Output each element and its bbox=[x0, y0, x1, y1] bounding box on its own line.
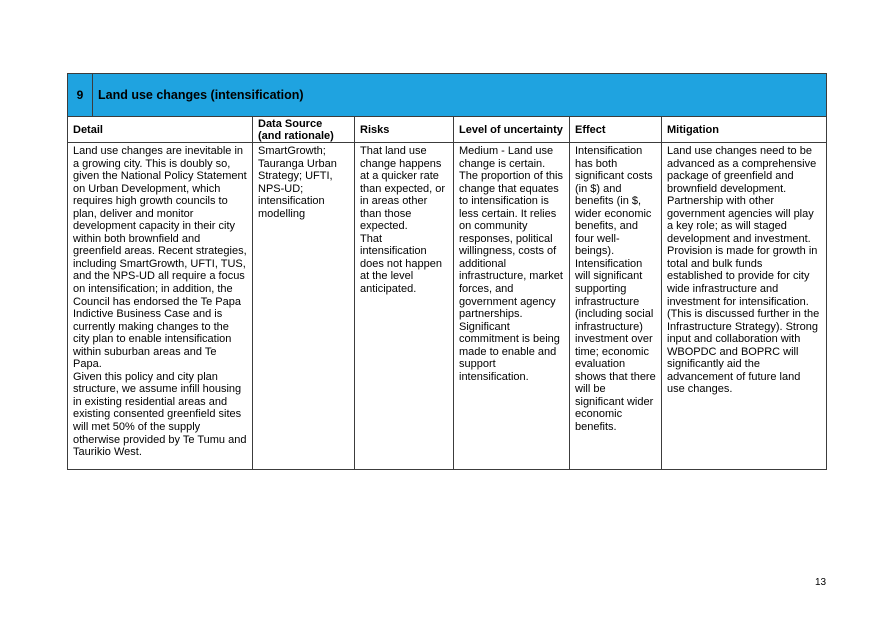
column-header-uncertainty: Level of uncertainty bbox=[454, 117, 570, 143]
column-header-mitigation: Mitigation bbox=[662, 117, 826, 143]
section-title: Land use changes (intensification) bbox=[98, 88, 304, 102]
risk-table bbox=[67, 73, 827, 470]
detail-paragraph: Given this policy and city plan structure, we assume infill housing in existing residential areas and existing consented greenfield sites will met 50% of the supply otherwise provided by Te Tumu and Taurikio West. bbox=[73, 370, 247, 459]
detail-paragraph: Land use changes are inevitable in a growing city. This is doubly so, given the National Policy Statement on Urban Development, which requires high growth councils to plan, deliver and monitor development capacity in their city within both brownfield and greenfield areas. Recent strategies, including SmartGrowth, UFTI, TUS, and the NPS-UD all require a focus on intensification; in addition, the Council has endorsed the Te Papa Indictive Business Case and is currently making changes to the city plan to enable intensification within suburban areas and Te Papa. bbox=[73, 145, 247, 371]
mitigation-text: Land use changes need to be advanced as a comprehensive package of greenfield and brownfield development. Partnership with other government agencies will play a key role; as will staged development and investment. Provision is made for growth in total and bulk funds established to provide for city wide infrastructure and investment for intensification. (This is discussed further in the Infrastructure Strategy). Strong input and collaboration with WBOPDC and BOPRC will significantly aid the advancement of future land use changes. bbox=[667, 145, 820, 396]
cell-uncertainty bbox=[454, 143, 570, 469]
effect-text: Intensification has both significant costs (in $) and benefits (in $, wider economic benefits, and four well-beings). Intensification will significant supporting infrastructure (including social infrastructure) investment over time; economic evaluation shows that there will be significant wider economic benefits. bbox=[575, 145, 656, 434]
uncertainty-text: Medium - Land use change is certain. The proportion of this change that equates to intensification is less certain. It relies on community responses, political willingness, costs of additional infrastructure, market forces, and government agency partnerships. Significant commitment is being made to enable and support intensification. bbox=[459, 145, 563, 383]
section-number: 9 bbox=[68, 74, 93, 116]
page-number: 13 bbox=[815, 577, 827, 588]
risk-paragraph: That intensification does not happen at the level anticipated. bbox=[360, 232, 442, 296]
cell-risks bbox=[355, 143, 454, 469]
column-header-risks: Risks bbox=[355, 117, 454, 143]
cell-detail bbox=[68, 143, 253, 469]
cell-data-source bbox=[253, 143, 355, 469]
cell-effect bbox=[570, 143, 662, 469]
column-header-detail: Detail bbox=[68, 117, 253, 143]
cell-mitigation bbox=[662, 143, 826, 469]
column-header-effect: Effect bbox=[570, 117, 662, 143]
risk-paragraph: That land use change happens at a quicker rate than expected, or in areas other than those expected. bbox=[360, 145, 446, 233]
column-header-data-source: Data Source (and rationale) bbox=[253, 117, 355, 143]
table-grid bbox=[68, 117, 826, 469]
data-source-text: SmartGrowth; Tauranga Urban Strategy; UFTI, NPS-UD; intensification modelling bbox=[258, 145, 337, 220]
section-header bbox=[68, 74, 826, 117]
